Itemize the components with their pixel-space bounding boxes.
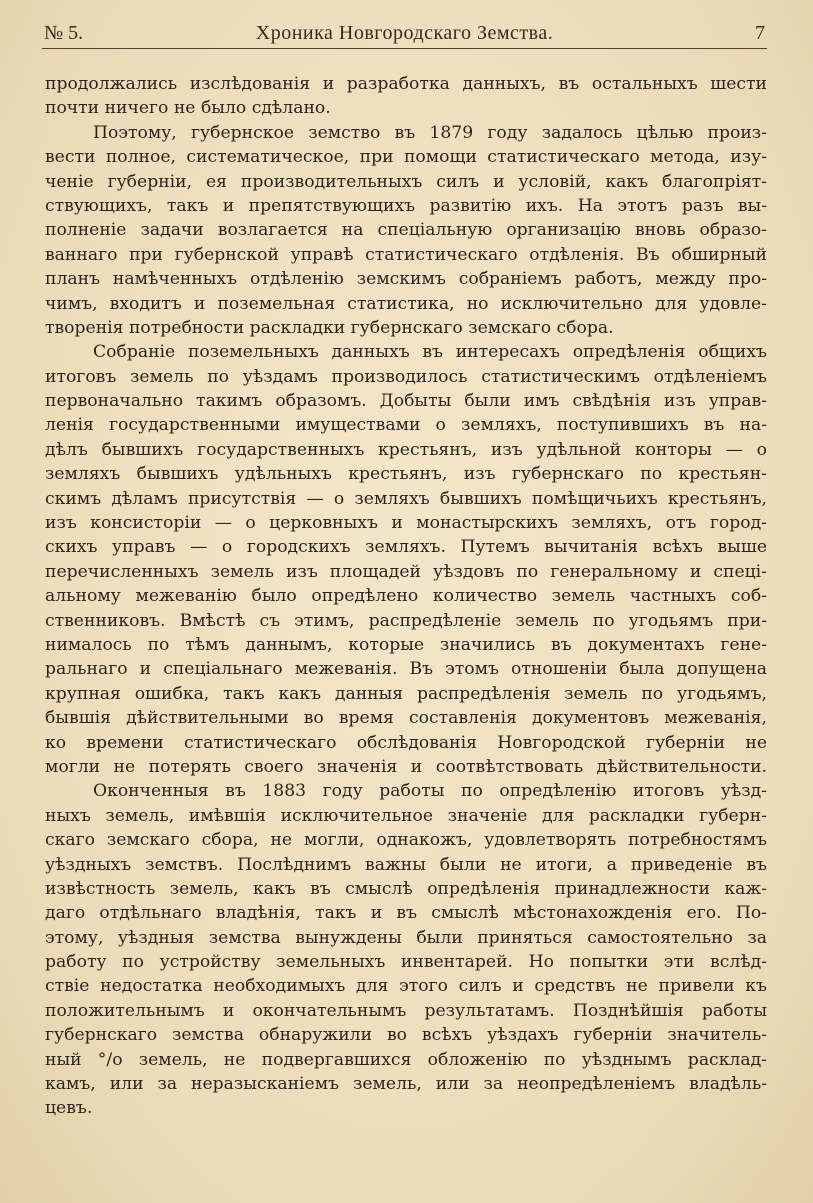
text-line: цевъ.	[45, 1098, 93, 1119]
text-line: извѣстность земель, какъ въ смыслѣ опредѣленія принадлежности каж-	[45, 878, 767, 899]
text-line: почти ничего не было сдѣлано.	[45, 98, 331, 119]
text-line: планъ намѣченныхъ отдѣленію земскимъ собраніемъ работъ, между про-	[45, 269, 767, 290]
text-line: Поэтому, губернское земство въ 1879 году задалось цѣлью произ-	[93, 122, 767, 143]
text-line: даго отдѣльнаго владѣнія, такъ и въ смыслѣ мѣстонахожденія его. По-	[45, 903, 767, 924]
text-line: альному межеванію было опредѣлено количество земель частныхъ соб-	[45, 586, 767, 607]
text-line: ко времени статистическаго обслѣдованія Новгородской губерніи не	[45, 732, 767, 753]
text-line: ваннаго при губернской управѣ статистическаго отдѣленія. Въ обширный	[45, 244, 767, 265]
text-line: могли не потерять своего значенія и соотвѣтствовать дѣйствительности.	[45, 756, 767, 777]
text-line: вести полное, систематическое, при помощи статистическаго метода, изу-	[45, 147, 767, 168]
text-line: Собраніе поземельныхъ данныхъ въ интересахъ опредѣленія общихъ	[93, 342, 767, 363]
text-line: ченіе губерніи, ея производительныхъ силъ и условій, какъ благопріят-	[45, 171, 767, 192]
text-line: камъ, или за неразысканіемъ земель, или за неопредѣленіемъ владѣль-	[45, 1074, 767, 1095]
body-text	[45, 72, 767, 1121]
text-line: скихъ управъ — о городскихъ земляхъ. Путемъ вычитанія всѣхъ выше	[45, 537, 767, 558]
text-line: ныхъ земель, имѣвшія исключительное значеніе для раскладки губерн-	[45, 805, 767, 826]
text-line: чимъ, входитъ и поземельная статистика, но исключительно для удовле-	[45, 293, 767, 314]
text-line: ственниковъ. Вмѣстѣ съ этимъ, распредѣленіе земель по угодьямъ при-	[45, 610, 767, 631]
text-line: положительнымъ и окончательнымъ результатамъ. Позднѣйшія работы	[45, 1000, 767, 1021]
text-line: ный °/о земель, не подвергавшихся обложенію по уѣзднымъ расклад-	[45, 1049, 767, 1070]
issue-number: № 5.	[44, 22, 84, 44]
journal-title: Хроника Новгородскаго Земства.	[255, 22, 554, 44]
text-line: работу по устройству земельныхъ инвентарей. Но попытки эти вслѣд-	[45, 952, 767, 973]
text-line: ральнаго и спеціальнаго межеванія. Въ этомъ отношеніи была допущена	[45, 659, 767, 680]
text-line: ленія государственными имуществами о земляхъ, поступившихъ въ на-	[45, 415, 767, 436]
text-line: полненіе задачи возлагается на спеціальную организацію вновь образо-	[45, 220, 767, 241]
text-line: дѣлъ бывшихъ государственныхъ крестьянъ, изъ удѣльной конторы — о	[45, 439, 767, 460]
text-line: первоначально такимъ образомъ. Добыты были имъ свѣдѣнія изъ управ-	[45, 391, 767, 412]
text-line: продолжались изслѣдованія и разработка данныхъ, въ остальныхъ шести	[45, 74, 767, 94]
text-line: нималось по тѣмъ даннымъ, которые значились въ документахъ гене-	[45, 634, 767, 655]
running-header	[44, 18, 765, 48]
text-line: бывшія дѣйствительными во время составленія документовъ межеванія,	[45, 708, 767, 729]
text-line: скаго земскаго сбора, не могли, однакожъ, удовлетворять потребностямъ	[45, 830, 767, 851]
text-line: крупная ошибка, такъ какъ данныя распредѣленія земель по угодьямъ,	[45, 683, 767, 704]
page-number: 7	[755, 22, 765, 44]
text-line: уѣздныхъ земствъ. Послѣднимъ важны были не итоги, а приведеніе въ	[45, 854, 767, 875]
text-line: перечисленныхъ земель изъ площадей уѣздовъ по генеральному и спеці-	[45, 561, 767, 582]
text-line: земляхъ бывшихъ удѣльныхъ крестьянъ, изъ губернскаго по крестьян-	[45, 464, 767, 485]
header-rule	[42, 48, 767, 49]
text-line: творенія потребности раскладки губернскаго земскаго сбора.	[45, 317, 614, 338]
text-line: ствіе недостатка необходимыхъ для этого силъ и средствъ не привели къ	[45, 976, 767, 997]
text-line: итоговъ земель по уѣздамъ производилось статистическимъ отдѣленіемъ	[45, 366, 767, 387]
text-line: скимъ дѣламъ присутствія — о земляхъ бывшихъ помѣщичьихъ крестьянъ,	[45, 488, 767, 509]
text-line: изъ консисторіи — о церковныхъ и монастырскихъ земляхъ, отъ город-	[45, 513, 767, 534]
text-line: Оконченныя въ 1883 году работы по опредѣленію итоговъ уѣзд-	[93, 781, 767, 802]
text-line: этому, уѣздныя земства вынуждены были приняться самостоятельно за	[45, 927, 767, 948]
text-line: губернскаго земства обнаружили во всѣхъ уѣздахъ губерніи значитель-	[45, 1025, 767, 1046]
text-line: ствующихъ, такъ и препятствующихъ развитію ихъ. На этотъ разъ вы-	[45, 195, 767, 216]
